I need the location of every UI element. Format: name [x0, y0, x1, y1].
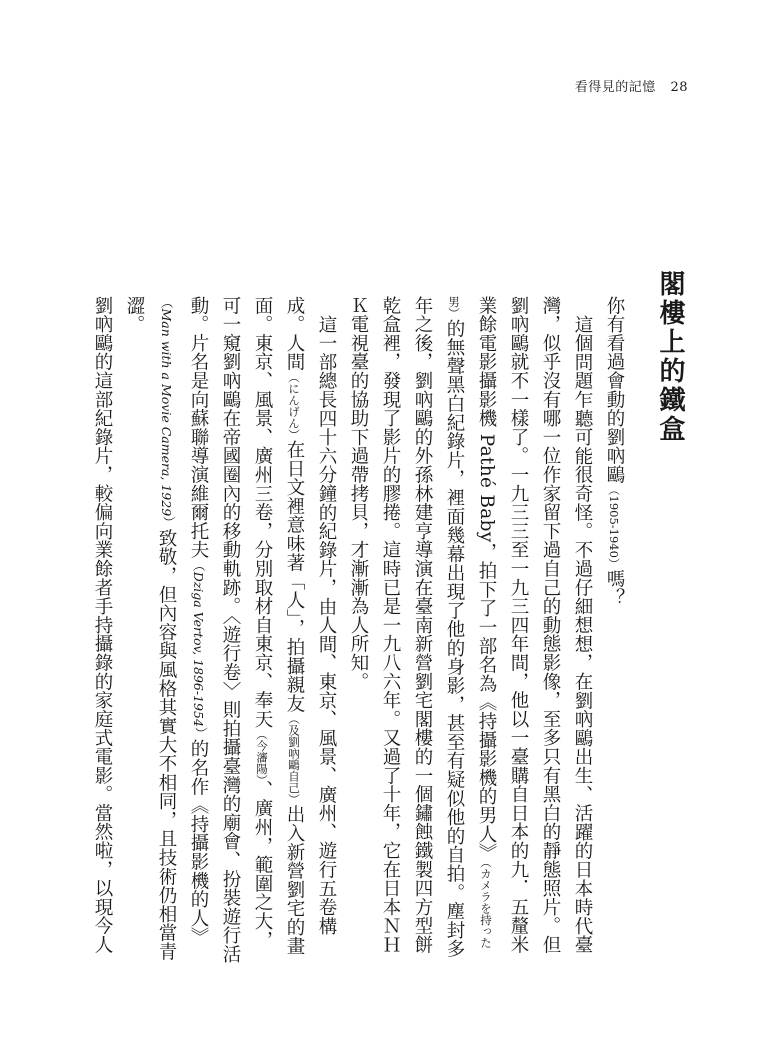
running-header [575, 76, 688, 95]
film-title-note: （Man with a Movie Camera, 1929） [159, 296, 174, 529]
place-note: （今瀋陽） [255, 728, 269, 781]
japanese-title-note: （カメラを持った男） [447, 296, 493, 949]
paragraph-2: 這個問題乍聽可能很奇怪。不過仔細想想，在劉吶鷗出生、活躍的日本時代臺灣，似乎沒有哪一位作家留下過自己的動態影像，至多只有黑白的靜態照片。但劉吶鷗就不一樣了。一九三三至一九三四年間，他以一臺購自日本的九．五釐米業餘電影攝影機 Pathé Baby，拍下了一部名為《持攝影機的男人》（カメラを持った男）的無聲黑白紀錄片，裡面幾幕出現了他的身影，甚至有疑似他的自拍。塵封多年之後，劉吶鷗的外孫林建亨導演在臺南新營劉宅閣樓的一個鏽蝕鐵製四方型餅乾盒裡，發現了影片的膠捲。這時已是一九八六年。又過了十年，它在日本ＮＨＫ電視臺的協助下過帶拷貝，才漸漸為人所知。 [348, 296, 593, 959]
body-text [92, 296, 630, 964]
paragraph-3: 這一部總長四十六分鐘的紀錄片，由人間、東京、風景、廣州、遊行五卷構成。人間（にんげん）在日文裡意味著「人」，拍攝親友（及劉吶鷗自己）出入新營劉宅的畫面。東京、風景、廣州三卷，分別取材自東京、奉天（今瀋陽）、廣州，範圍之大，可一窺劉吶鷗在帝國圈內的移動軌跡。〈遊行卷〉則拍攝臺灣的廟會、扮裝遊行活動。片名是向蘇聯導演維爾托夫（Dziga Vertov, 1896-1954）的名作《持攝影機的人》（Man with a Movie Camera, 1929）致敬，但內容與風格其實大不相同，且技術仍相當青澀。 [124, 296, 337, 964]
paragraph-4: 劉吶鷗的這部紀錄片，較偏向業餘者手持攝錄的家庭式電影。當然啦，以現今人 [92, 296, 113, 954]
dates-note: （1905-1940） [607, 484, 621, 570]
page-number: 28 [670, 80, 688, 95]
book-title: 看得見的記憶 [574, 80, 656, 95]
director-name-note: （Dziga Vertov, 1896-1954） [191, 559, 206, 740]
japanese-word-note: （にんげん） [287, 371, 301, 441]
chapter-title: 閣樓上的鐵盒 [655, 270, 685, 444]
self-note: （及劉吶鷗自己） [287, 712, 301, 805]
paragraph-1: 你有看過會動的劉吶鷗（1905-1940）嗎？ [604, 296, 625, 608]
